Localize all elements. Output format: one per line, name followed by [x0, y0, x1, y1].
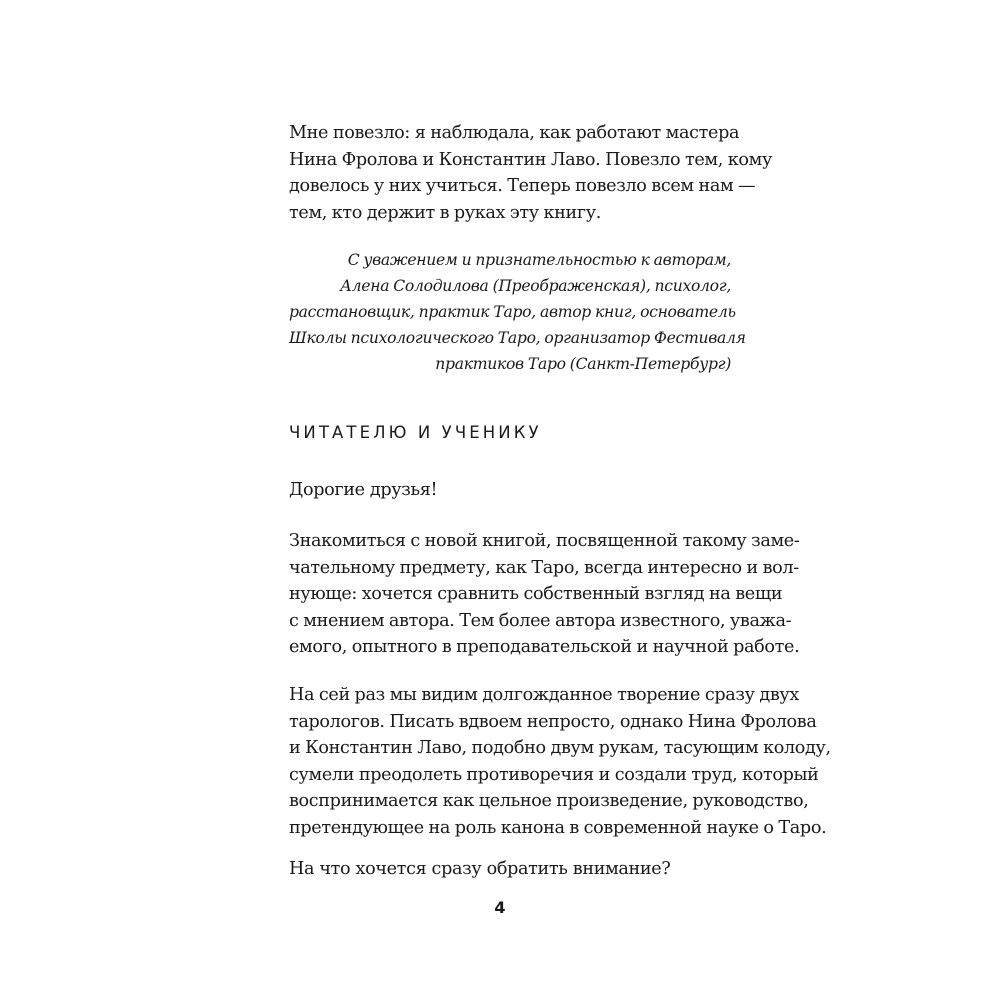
signature-line: Алена Солодилова (Преображенская), психолог,	[340, 277, 731, 295]
text-line: тем, кто держит в руках эту книгу.	[289, 202, 602, 223]
book-page	[289, 0, 831, 1000]
text-line: емого, опытного в преподавательской и научной работе.	[289, 637, 800, 657]
text-line: воспринимается как цельное произведение, руководство,	[289, 791, 809, 811]
text-line: чательному предмету, как Таро, всегда интересно и вол-	[289, 557, 799, 578]
paragraph-2	[289, 682, 831, 841]
question-line: На что хочется сразу обратить внимание?	[289, 859, 671, 879]
text-line: довелось у них учиться. Теперь повезло всем нам —	[289, 176, 756, 196]
section-heading: ЧИТАТЕЛЮ И УЧЕНИКУ	[289, 423, 542, 442]
signature-line: расстановщик, практик Таро, автор книг, основатель	[289, 303, 736, 321]
text-line: тарологов. Писать вдвоем непросто, однако Нина Фролова	[289, 711, 817, 732]
signature-line: практиков Таро (Санкт-Петербург)	[435, 355, 731, 373]
text-line: претендующее на роль канона в современной науке о Таро.	[289, 817, 827, 838]
text-line: Мне повезло: я наблюдала, как работают мастера	[289, 123, 740, 143]
signature-line: Школы психологического Таро, организатор Фестиваля	[289, 329, 746, 347]
paragraph-1	[289, 528, 800, 661]
text-line: сумели преодолеть противоречия и создали труд, который	[289, 764, 819, 785]
text-line: с мнением автора. Тем более автора известного, уважа-	[289, 610, 792, 631]
intro-paragraph	[289, 120, 772, 226]
author-signature	[289, 247, 746, 377]
page-number: 4	[494, 898, 506, 917]
text-line: Нина Фролова и Константин Лаво. Повезло тем, кому	[289, 149, 772, 170]
signature-line: С уважением и признательностью к авторам,	[347, 251, 731, 269]
greeting: Дорогие друзья!	[289, 480, 438, 500]
text-line: Знакомиться с новой книгой, посвященной такому заме-	[289, 531, 800, 551]
text-line: и Константин Лаво, подобно двум рукам, тасующим колоду,	[289, 738, 831, 758]
text-line: нующе: хочется сравнить собственный взгляд на вещи	[289, 584, 783, 604]
text-line: На сей раз мы видим долгожданное творение сразу двух	[289, 685, 799, 705]
